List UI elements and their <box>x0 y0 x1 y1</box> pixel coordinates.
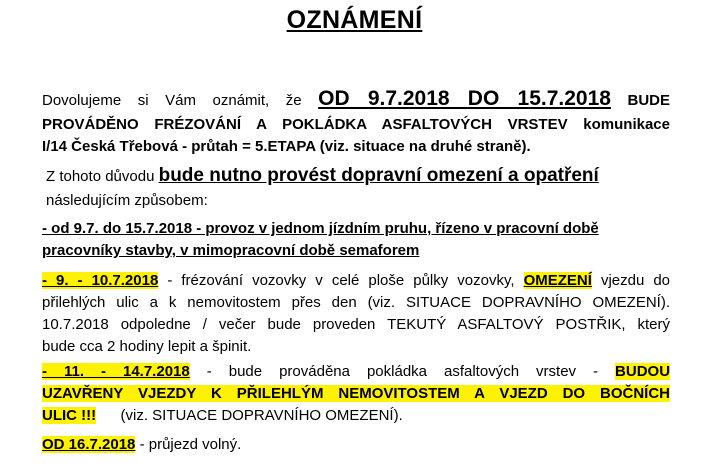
free-text: - průjezd volný. <box>139 436 242 453</box>
reason-emphasis: bude nutno provést dopravní omezení a opatření <box>158 165 599 186</box>
milling-line-3: 10.7.2018 odpoledne / večer bude proveden TEKUTÝ ASFALTOVÝ POSTŘIK, který <box>42 316 670 333</box>
dates-bold-bude: BUDE <box>627 92 670 109</box>
reason-line-2: následujícím způsobem: <box>46 192 208 209</box>
page-title: OZNÁMENÍ <box>286 6 423 34</box>
paving-closures: UZAVŘENY VJEZDY K PŘILEHLÝM NEMOVITOSTEM A VJEZD DO BOČNÍCH <box>42 385 670 402</box>
paving-ulic: ULIC !!! <box>42 407 97 424</box>
paving-line-3 <box>42 405 670 427</box>
milling-text-b: vjezdu do <box>600 272 671 289</box>
milling-line-1 <box>42 270 670 292</box>
dates-intro: Dovolujeme si Vám oznámit, že <box>42 92 302 109</box>
milling-line-4: bude cca 2 hodiny lepit a špinit. <box>42 338 252 355</box>
milling-text: - frézování vozovky v celé ploše půlky vozovky, <box>167 272 515 289</box>
works-description: PROVÁDĚNO FRÉZOVÁNÍ A POKLÁDKA ASFALTOVÝCH VRSTEV <box>42 116 568 133</box>
paving-line-2 <box>42 383 670 405</box>
omezeni-highlight: OMEZENÍ <box>523 272 592 289</box>
paving-text: - bude prováděna pokládka asfaltových vrstev - <box>206 363 599 380</box>
free-line <box>42 434 670 456</box>
milling-line-2: přilehlých ulic a k nemovitostem přes den (viz. SITUACE DOPRAVNÍHO OMEZENÍ). <box>42 294 670 311</box>
dates-range: OD 9.7.2018 DO 15.7.2018 <box>318 87 611 110</box>
paragraph-reason <box>46 163 670 212</box>
reason-intro: Z tohoto důvodu <box>46 168 155 185</box>
dates-line-2 <box>42 114 670 136</box>
paragraph-free <box>42 434 670 456</box>
paragraph-traffic <box>42 218 670 262</box>
traffic-line-2: pracovníky stavby, v mimopracovní době semaforem <box>42 242 420 259</box>
reason-line-1 <box>46 163 670 190</box>
milling-date: - 9. - 10.7.2018 <box>42 272 159 289</box>
paving-situace: (viz. SITUACE DOPRAVNÍHO OMEZENÍ). <box>120 407 403 424</box>
paving-budou: BUDOU <box>615 363 671 380</box>
location-line: I/14 Česká Třebová - průtah = 5.ETAPA (viz. situace na druhé straně). <box>42 138 531 155</box>
paragraph-milling <box>42 270 670 358</box>
paragraph-dates <box>42 86 670 158</box>
works-komunikace: komunikace <box>583 116 670 133</box>
free-date: OD 16.7.2018 <box>42 436 136 453</box>
paving-line-1 <box>42 361 670 383</box>
dates-line-1 <box>42 86 670 114</box>
traffic-line-1: - od 9.7. do 15.7.2018 - provoz v jednom jízdním pruhu, řízeno v pracovní době <box>42 220 599 237</box>
paving-date: - 11. - 14.7.2018 <box>42 363 190 380</box>
paragraph-paving <box>42 361 670 427</box>
